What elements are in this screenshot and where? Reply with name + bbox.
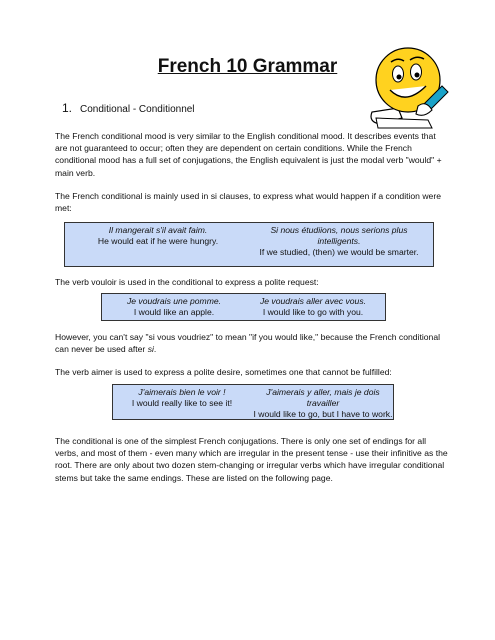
section-number: 1. (62, 101, 73, 115)
aimer-examples-box (112, 384, 394, 420)
si-clause-paragraph: The French conditional is mainly used in si clauses, to express what would happen if a condition were met: (55, 191, 441, 214)
page-title: French 10 Grammar (157, 56, 338, 77)
aimer-paragraph: The verb aimer is used to express a polite desire, sometimes one that cannot be fulfilled: (55, 367, 392, 377)
example-english: I would like to go with you. (262, 307, 364, 317)
however-paragraph: However, you can't say "si vous voudriez" to mean "if you would like," because the French conditional can never be used after si. (55, 332, 441, 355)
example-french: J'aimerais y aller, mais je dois travailler (266, 387, 380, 408)
example-cell (113, 387, 251, 409)
smiley-writing-icon (362, 38, 454, 130)
example-cell (106, 296, 242, 318)
example-cell (253, 225, 425, 258)
example-french: Si nous étudiions, nous serions plus intelligents. (270, 225, 408, 246)
si-examples-box (64, 222, 434, 267)
example-french: Je voudrais aller avec vous. (259, 296, 367, 306)
example-english: He would eat if he were hungry. (97, 236, 219, 246)
example-french: Je voudrais une pomme. (126, 296, 222, 306)
example-cell (244, 296, 382, 318)
example-english: I would like an apple. (133, 307, 215, 317)
example-french: Il mangerait s'il avait faim. (108, 225, 208, 235)
example-cell (253, 387, 393, 420)
example-english: I would like to go, but I have to work. (253, 409, 393, 419)
si-emphasis: si (147, 344, 154, 355)
example-english: I would really like to see it! (131, 398, 233, 408)
example-cell (73, 225, 243, 247)
closing-paragraph: The conditional is one of the simplest French conjugations. There is only one set of endings for all verbs, and most of them - even many which are irregular in the present tense - use their infinitive as the root. There are only about two dozen stem-changing or irregular verbs which have irregular conditional stems but take the same endings. These are listed on the following page. (55, 436, 448, 483)
example-english: If we studied, (then) we would be smarter. (259, 247, 419, 257)
section-title: Conditional - Conditionnel (80, 104, 195, 115)
vouloir-paragraph: The verb vouloir is used in the conditional to express a polite request: (55, 277, 319, 287)
intro-paragraph: The French conditional mood is very similar to the English conditional mood. It describes events that are not guaranteed to occur; often they are dependent on certain conditions. While the French conditional mood has a full set of conjugations, the English equivalent is just the modal verb "would" + main verb. (55, 131, 442, 178)
vouloir-examples-box (101, 293, 386, 321)
example-french: J'aimerais bien le voir ! (138, 387, 226, 397)
section-heading (62, 101, 195, 115)
